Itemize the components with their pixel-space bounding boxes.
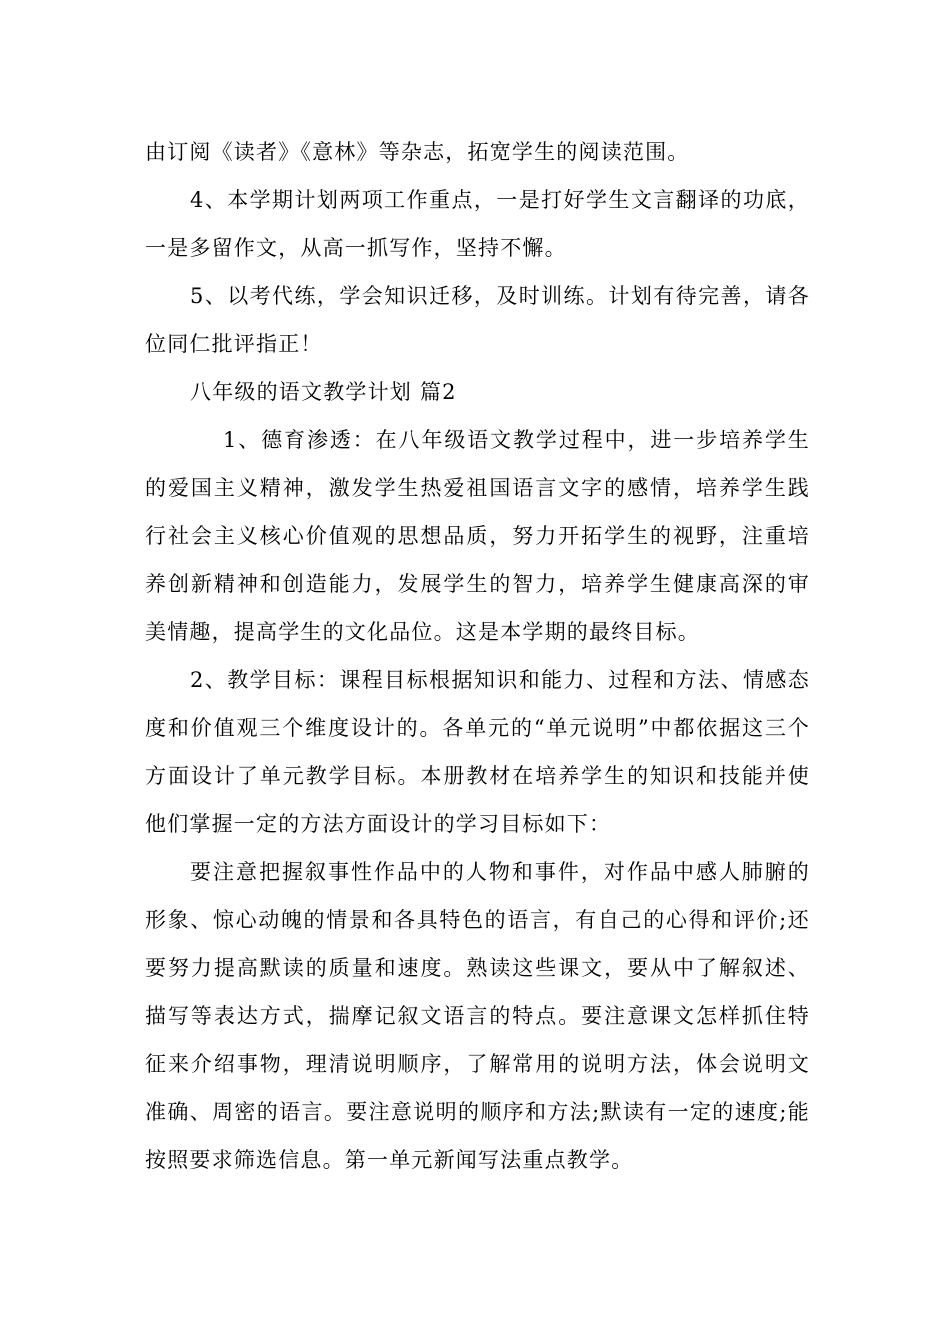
paragraph-reading-goals: 要注意把握叙事性作品中的人物和事件，对作品中感人肺腑的形象、惊心动魄的情景和各具特色的语言，有自己的心得和评价;还要努力提高默读的质量和速度。熟读这些课文，要从中了解叙述、描写等表达方式，揣摩记叙文语言的特点。要注意课文怎样抓住特征来介绍事物，理清说明顺序，了解常用的说明方法，体会说明文准确、周密的语言。要注意说明的顺序和方法;默读有一定的速度;能按照要求筛选信息。第一单元新闻写法重点教学。 [145, 860, 810, 1172]
paragraph-teaching-goals: 2、教学目标：课程目标根据知识和能力、过程和方法、情感态度和价值观三个维度设计的。各单元的“单元说明”中都依据这三个方面设计了单元教学目标。本册教材在培养学生的知识和技能并使他们掌握一定的方法方面设计的学习目标如下： [145, 668, 810, 836]
section-heading: 八年级的语文教学计划 篇2 [190, 380, 457, 404]
paragraph-item-4: 4、本学期计划两项工作重点，一是打好学生文言翻译的功底，一是多留作文，从高一抓写作，坚持不懈。 [145, 188, 810, 260]
paragraph-continued: 由订阅《读者》《意林》等杂志，拓宽学生的阅读范围。 [145, 140, 690, 164]
paragraph-moral-education: 1、德育渗透：在八年级语文教学过程中，进一步培养学生的爱国主义精神，激发学生热爱祖国语言文字的感情，培养学生践行社会主义核心价值观的思想品质，努力开拓学生的视野，注重培养创新精神和创造能力，发展学生的智力，培养学生健康高深的审美情趣，提高学生的文化品位。这是本学期的最终目标。 [145, 428, 810, 644]
document-body [145, 128, 810, 1184]
paragraph-item-5: 5、以考代练，学会知识迁移，及时训练。计划有待完善，请各位同仁批评指正！ [145, 284, 810, 356]
